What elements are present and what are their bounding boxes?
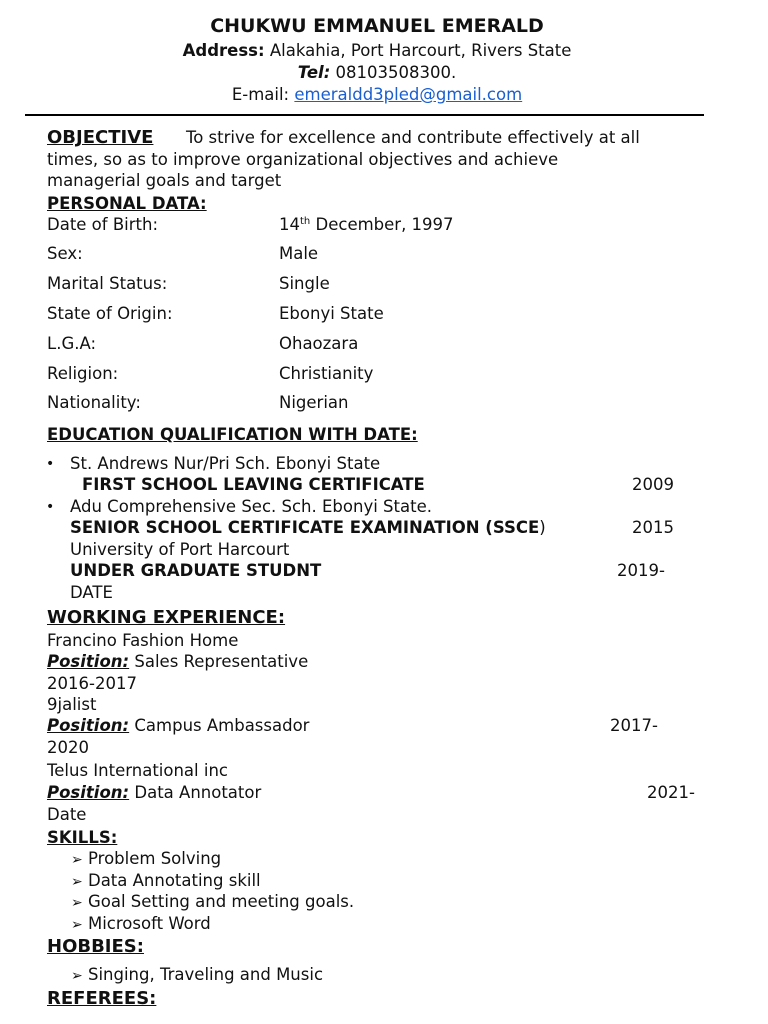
job-position-1 [47, 651, 308, 672]
objective-text-3: managerial goals and target [47, 171, 282, 190]
job-position-3 [47, 782, 261, 803]
job-years-3-end: Date [47, 805, 87, 824]
job-years-1: 2016-2017 [47, 674, 137, 693]
job-position-1-value: Sales Representative [129, 652, 309, 671]
skill-text: Data Annotating skill [87, 871, 261, 890]
list-item [71, 964, 323, 987]
dob-suffix: th [300, 216, 311, 227]
origin-value: Ebonyi State [279, 304, 384, 323]
job-position-3-value: Data Annotator [129, 783, 262, 802]
education-cert-2 [70, 517, 546, 538]
tel-value: 08103508300. [335, 63, 457, 82]
nationality-value: Nigerian [279, 393, 349, 412]
objective-line-1 [47, 127, 640, 148]
sex-value: Male [279, 244, 319, 263]
job-years-2-end: 2020 [47, 738, 89, 757]
job-position-2 [47, 715, 309, 736]
education-year-1: 2009 [632, 475, 674, 494]
personal-data-heading: PERSONAL DATA: [47, 194, 207, 213]
dob-value [279, 214, 454, 235]
religion-value: Christianity [279, 364, 374, 383]
tel-label: Tel: [297, 63, 331, 82]
hobby-text: Singing, Traveling and Music [87, 965, 324, 984]
skill-text: Goal Setting and meeting goals. [87, 892, 355, 911]
resume-name: CHUKWU EMMANUEL EMERALD [210, 15, 544, 37]
marital-value: Single [279, 274, 330, 293]
email-line [0, 84, 754, 105]
list-item [71, 848, 221, 871]
list-item [71, 870, 261, 893]
list-item [71, 891, 354, 914]
dob-month-year: December, 1997 [310, 215, 454, 234]
list-item [71, 913, 211, 936]
nationality-label: Nationality: [47, 393, 141, 412]
arrow-bullet-icon: ➢ [71, 895, 83, 911]
skill-text: Problem Solving [87, 849, 222, 868]
address-line [0, 40, 754, 61]
arrow-bullet-icon: ➢ [71, 917, 83, 933]
job-company-3: Telus International inc [47, 761, 228, 780]
job-company-1: Francino Fashion Home [47, 631, 239, 650]
lga-value: Ohaozara [279, 334, 359, 353]
education-school-2: Adu Comprehensive Sec. Sch. Ebonyi State. [70, 497, 432, 516]
job-company-2: 9jalist [47, 695, 97, 714]
education-cert-2-text: SENIOR SCHOOL CERTIFICATE EXAMINATION (SSCE [70, 518, 540, 537]
education-school-3: University of Port Harcourt [70, 540, 290, 559]
position-label: Position: [47, 652, 130, 671]
arrow-bullet-icon: ➢ [71, 852, 83, 868]
address-label: Address: [182, 41, 265, 60]
sex-label: Sex: [47, 244, 83, 263]
arrow-bullet-icon: ➢ [71, 968, 83, 984]
education-heading: EDUCATION QUALIFICATION WITH DATE: [47, 425, 418, 444]
education-cert-2-paren: ) [539, 518, 546, 537]
job-years-2-start: 2017- [610, 716, 658, 735]
arrow-bullet-icon: ➢ [71, 874, 83, 890]
bullet-icon: • [46, 456, 55, 472]
job-position-2-value: Campus Ambassador [129, 716, 310, 735]
header-divider [25, 114, 704, 116]
objective-text-1: To strive for excellence and contribute effectively at all [185, 128, 640, 147]
tel-line [0, 62, 754, 83]
religion-label: Religion: [47, 364, 119, 383]
education-cert-3: UNDER GRADUATE STUDNT [70, 561, 322, 580]
position-label: Position: [47, 716, 130, 735]
job-years-3-start: 2021- [647, 783, 695, 802]
education-year-3-cont: DATE [70, 583, 113, 602]
referees-heading: REFEREES: [47, 988, 157, 1009]
address-value: Alakahia, Port Harcourt, Rivers State [269, 41, 572, 60]
work-heading: WORKING EXPERIENCE: [47, 607, 286, 628]
email-label: E-mail: [231, 85, 290, 104]
origin-label: State of Origin: [47, 304, 173, 323]
dob-label: Date of Birth: [47, 215, 159, 234]
position-label: Position: [47, 783, 130, 802]
objective-heading: OBJECTIVE [47, 127, 154, 148]
lga-label: L.G.A: [47, 334, 97, 353]
education-year-2: 2015 [632, 518, 674, 537]
skill-text: Microsoft Word [87, 914, 211, 933]
education-year-3: 2019- [617, 561, 665, 580]
skills-heading: SKILLS: [47, 828, 118, 847]
hobbies-heading: HOBBIES: [47, 936, 144, 957]
marital-label: Marital Status: [47, 274, 168, 293]
objective-text-2: times, so as to improve organizational objectives and achieve [47, 150, 559, 169]
education-cert-1: FIRST SCHOOL LEAVING CERTIFICATE [82, 475, 425, 494]
email-link[interactable]: emeraldd3pled@gmail.com [294, 85, 523, 104]
dob-day: 14 [279, 215, 300, 234]
education-school-1: St. Andrews Nur/Pri Sch. Ebonyi State [70, 454, 381, 473]
bullet-icon: • [46, 499, 55, 515]
